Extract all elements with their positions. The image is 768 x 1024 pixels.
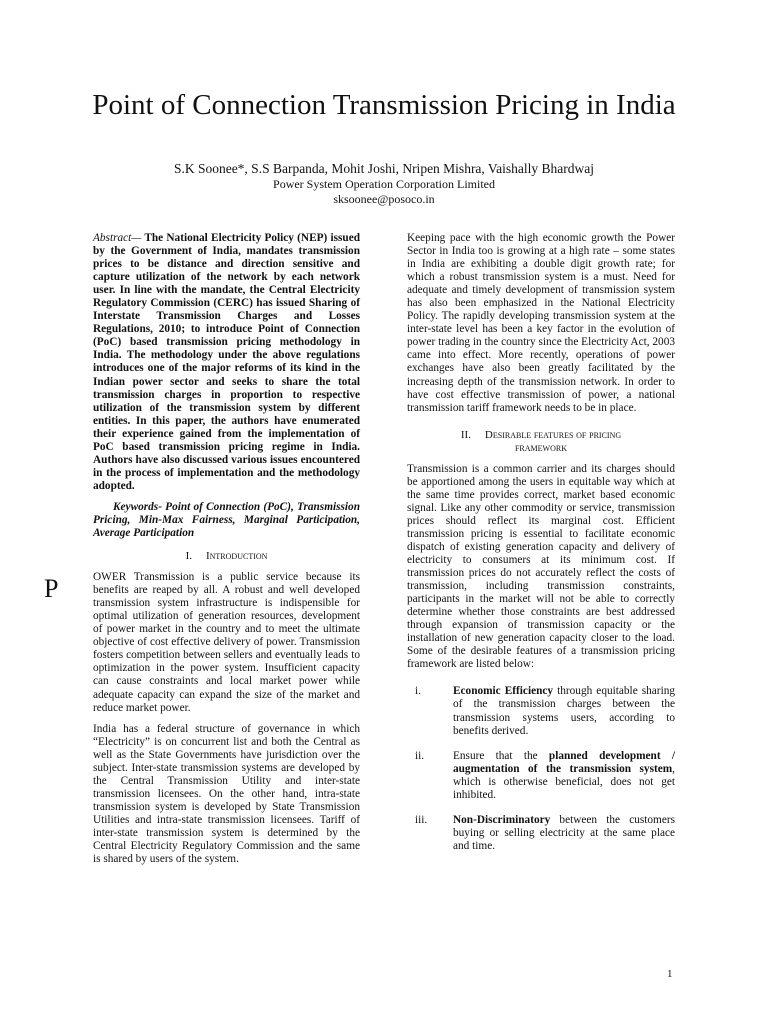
list-text: , which is otherwise beneficial, does not get inhibited. [453,762,675,801]
list-bold-text: Non-Discriminatory [453,813,551,826]
author-email: sksoonee@posoco.in [333,192,435,206]
page-number: 1 [667,968,673,980]
feature-list [407,685,675,853]
abstract [93,232,360,493]
list-text: through equitable sharing of the transmission charges between the transmission systems users, according to benefits derived. [453,685,676,737]
keywords [93,501,360,540]
list-numeral: iii. [415,813,428,826]
keywords-label: Keywords- [113,500,162,513]
drop-cap: P [44,574,59,603]
list-bold-text: Economic Efficiency [453,685,554,698]
abstract-label: Abstract— [93,232,142,244]
section-title-line1: Desirable features of pricing [484,428,622,441]
list-item [407,685,675,737]
section-heading-desirable-features [407,429,675,455]
list-text: Ensure that the [453,749,549,762]
section-title-line2: framework [514,441,567,454]
paragraph: Keeping pace with the high economic growth the Power Sector in India too is growing at a high rate – some states in India are exhibiting a double digit growth rate; for which a robust transmission system is a must. Need for adequate and timely development of transmission system has also been emphasized in the National Electricity Policy. The rapidly developing transmission system at the inter-state level has been a key factor in the evolution of power trading in the country since the Electricity Act, 2003 came into effect. More recently, operations of power exchanges have also been greatly facilitated by the increasing depth of the transmission network. In order to have cost effective transmission of power, a national transmission tariff framework needs to be in place. [407,232,675,414]
abstract-text: The National Electricity Policy (NEP) issued by the Government of India, mandates transmission prices to be distance and direction sensitive and capture utilization of the network by each network user. In line with the mandate, the Central Electricity Regulatory Commission (CERC) has issued Sharing of Interstate Transmission Charges and Losses Regulations, 2010; to introduce Point of Connection (PoC) based transmission pricing methodology in India. The methodology under the above regulations introduces one of the major reforms of its kind in the Indian power sector and seeks to share the total transmission charges in proportion to respective utilization of the transmission system by different entities. In this paper, the authors have enumerated their experience gained from the implementation of PoC based transmission pricing regime in India. Authors have also discussed various issues encountered in the process of implementation and the methodology adopted. [93,232,360,492]
affiliation: Power System Operation Corporation Limited [273,177,495,191]
list-numeral: i. [415,685,421,698]
list-bold-text: planned development / augmentation of the transmission system [453,749,675,775]
paragraph: India has a federal structure of governance in which “Electricity” is on concurrent list and both the Central as well as the State Governments have jurisdiction over the subject. Inter-state transmission systems are developed by the Central Transmission Utility and inter-state transmission licensees. On the other hand, intra-state transmission system is developed by State Transmission Utilities and intra-state transmission licensees. Tariff of inter-state transmission system is determined by the Central Electricity Regulatory Commission and the same is shared by users of the system. [93,722,360,866]
section-title: Introduction [205,550,268,563]
section-heading-introduction [93,550,360,563]
paper-title: Point of Connection Transmission Pricing in India [92,89,676,121]
keywords-text: Point of Connection (PoC), Transmission Pricing, Min-Max Fairness, Marginal Participation, Average Participation [93,500,360,540]
author-list: S.K Soonee*, S.S Barpanda, Mohit Joshi, Nripen Mishra, Vaishally Bhardwaj [173,161,595,176]
list-item [407,814,675,853]
list-numeral: ii. [415,749,425,762]
list-item [407,750,675,802]
list-text: between the customers buying or selling electricity at the same place and time. [453,813,675,852]
paragraph: OWER Transmission is a public service because its benefits are reaped by all. A robust and well developed transmission system infrastructure is indispensible for optimal utilization of generation resources, development of power market in the country and to meet the ultimate objective of cost effective delivery of power. Transmission fosters competition between sellers and eventually leads to optimization in the power system. Insufficient capacity can cause constraints and local market power while adequate capacity can expand the size of the market and reduce market power. [93,571,360,714]
right-column [407,232,675,865]
paragraph: Transmission is a common carrier and its charges should be apportioned among the users in equitable way which at the same time provides correct, market based economic signal. Like any other commodity or service, transmission prices should reflect its marginal cost. Efficient transmission pricing is essential to facilitate economic dispatch of existing generation capacity and delivery of electricity to consumers at its minimum cost. If transmission prices do not accurately reflect the costs of transmission, including transmission constraints, participants in the market will not be able to correctly determine whether those constraints are best addressed through expansion of transmission capacity or the installation of new generation capacity closer to the load. Some of the desirable features of a transmission pricing framework are listed below: [407,462,675,671]
left-column [93,232,360,874]
section-number: II. [460,428,471,441]
section-number: I. [185,550,192,563]
